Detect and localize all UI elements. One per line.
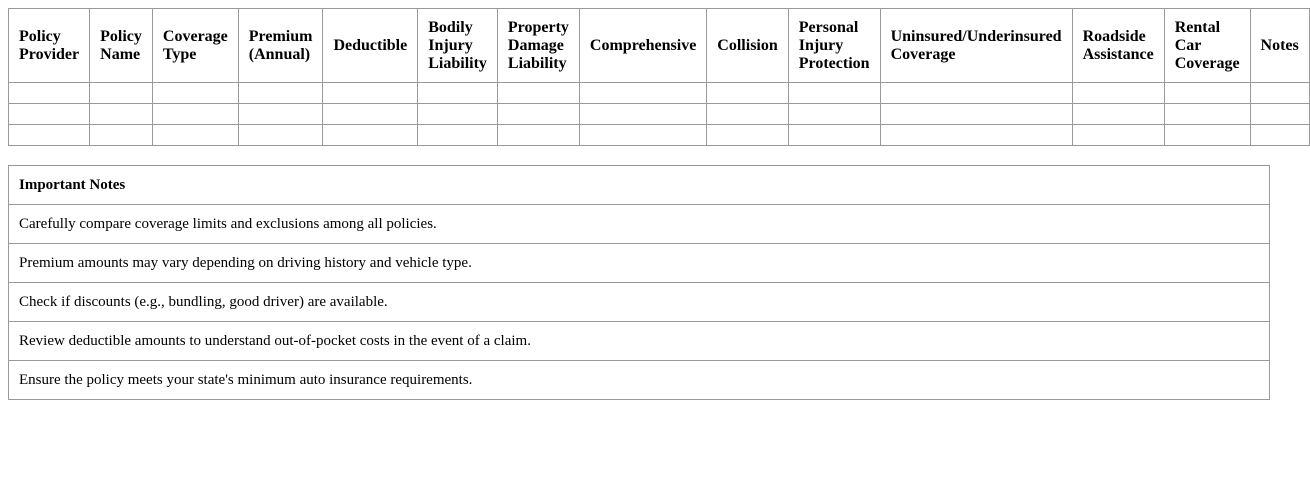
table-cell <box>1250 83 1309 104</box>
important-notes-table <box>8 165 1270 400</box>
policy-comparison-table <box>8 8 1310 146</box>
list-item <box>9 244 1270 283</box>
header-policy-provider: Policy Provider <box>9 9 90 83</box>
list-item <box>9 205 1270 244</box>
table-cell <box>152 83 238 104</box>
note-text: Ensure the policy meets your state's minimum auto insurance requirements. <box>9 361 1270 400</box>
table-cell <box>323 125 418 146</box>
table-cell <box>707 104 788 125</box>
header-property-damage-liability: Property Damage Liability <box>497 9 579 83</box>
table-cell <box>1072 83 1164 104</box>
table-cell <box>1250 104 1309 125</box>
list-item <box>9 361 1270 400</box>
table-cell <box>497 83 579 104</box>
important-notes-section <box>8 165 1270 400</box>
note-text: Check if discounts (e.g., bundling, good driver) are available. <box>9 283 1270 322</box>
list-item <box>9 322 1270 361</box>
table-cell <box>707 83 788 104</box>
table-row <box>9 125 1310 146</box>
header-row <box>9 9 1310 83</box>
table-cell <box>579 104 706 125</box>
table-cell <box>9 104 90 125</box>
table-cell <box>152 104 238 125</box>
table-cell <box>418 104 498 125</box>
table-cell <box>788 104 880 125</box>
table-cell <box>238 125 323 146</box>
table-cell <box>880 83 1072 104</box>
table-cell <box>90 83 153 104</box>
table-cell <box>1164 83 1250 104</box>
header-deductible: Deductible <box>323 9 418 83</box>
table-cell <box>497 125 579 146</box>
table-cell <box>418 83 498 104</box>
table-cell <box>323 83 418 104</box>
table-cell <box>1164 125 1250 146</box>
table-cell <box>9 125 90 146</box>
note-text: Premium amounts may vary depending on driving history and vehicle type. <box>9 244 1270 283</box>
header-notes: Notes <box>1250 9 1309 83</box>
table-cell <box>238 104 323 125</box>
table-cell <box>238 83 323 104</box>
header-comprehensive: Comprehensive <box>579 9 706 83</box>
table-row <box>9 83 1310 104</box>
table-cell <box>9 83 90 104</box>
header-premium-annual: Premium (Annual) <box>238 9 323 83</box>
table-cell <box>497 104 579 125</box>
table-cell <box>1250 125 1309 146</box>
header-uninsured-underinsured-coverage: Uninsured/Underinsured Coverage <box>880 9 1072 83</box>
policy-comparison-section <box>8 8 1298 146</box>
header-policy-name: Policy Name <box>90 9 153 83</box>
table-cell <box>1072 125 1164 146</box>
note-text: Review deductible amounts to understand out-of-pocket costs in the event of a claim. <box>9 322 1270 361</box>
header-personal-injury-protection: Personal Injury Protection <box>788 9 880 83</box>
table-cell <box>1072 104 1164 125</box>
header-coverage-type: Coverage Type <box>152 9 238 83</box>
table-cell <box>323 104 418 125</box>
note-text: Carefully compare coverage limits and exclusions among all policies. <box>9 205 1270 244</box>
notes-heading: Important Notes <box>9 166 1270 205</box>
table-cell <box>1164 104 1250 125</box>
table-cell <box>707 125 788 146</box>
table-row <box>9 104 1310 125</box>
table-cell <box>418 125 498 146</box>
header-bodily-injury-liability: Bodily Injury Liability <box>418 9 498 83</box>
header-collision: Collision <box>707 9 788 83</box>
table-cell <box>788 125 880 146</box>
list-item <box>9 283 1270 322</box>
notes-heading-row <box>9 166 1270 205</box>
table-cell <box>579 125 706 146</box>
header-roadside-assistance: Roadside Assistance <box>1072 9 1164 83</box>
table-cell <box>579 83 706 104</box>
table-cell <box>90 104 153 125</box>
table-cell <box>880 125 1072 146</box>
table-cell <box>880 104 1072 125</box>
header-rental-car-coverage: Rental Car Coverage <box>1164 9 1250 83</box>
table-cell <box>788 83 880 104</box>
table-cell <box>90 125 153 146</box>
table-cell <box>152 125 238 146</box>
